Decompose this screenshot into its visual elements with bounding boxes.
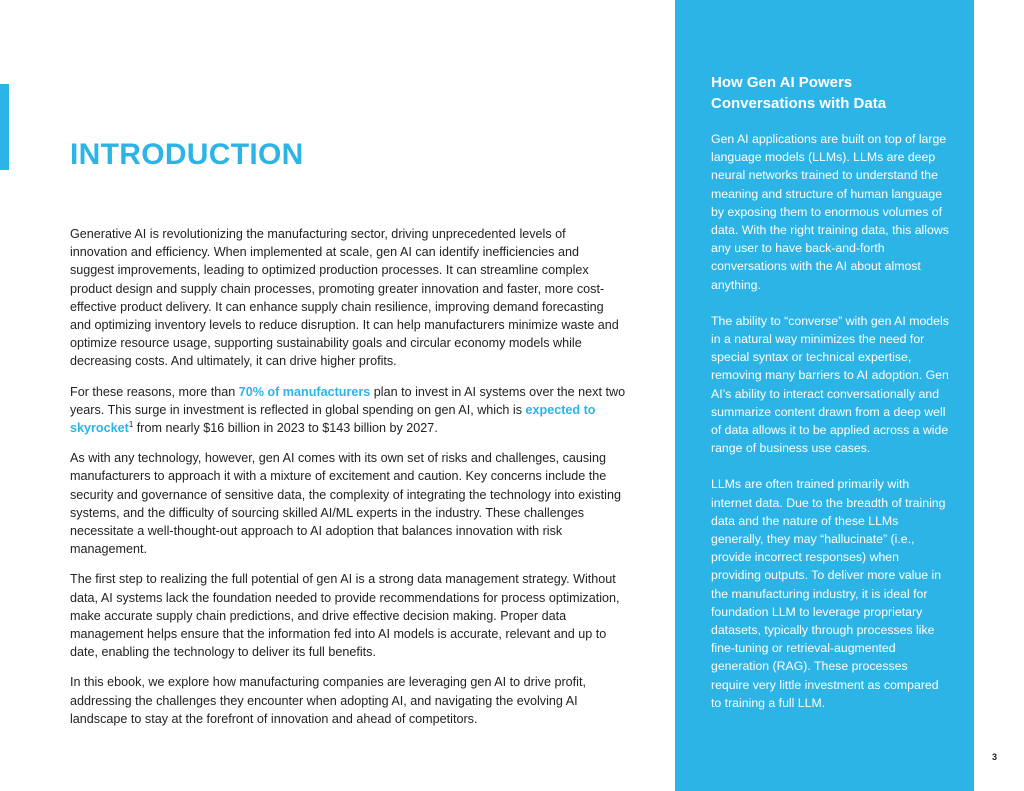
intro-paragraph-5: In this ebook, we explore how manufacturing companies are leveraging gen AI to drive profit, addressing the challenges they encounter when adopting AI, and navigating the evolving AI landscape to stay at the forefront of innovation and ahead of competitors. — [70, 675, 586, 726]
sidebar-content — [711, 72, 949, 730]
intro-paragraph-3: As with any technology, however, gen AI comes with its own set of risks and challenges, causing manufacturers to approach it with a mixture of excitement and caution. Key concerns include the security and governance of sensitive data, the complexity of integrating the technology into existing systems, and the difficulty of sourcing skilled AI/ML experts in the industry. These challenges necessitate a well-thought-out approach to AI adoption that balances innovation with risk management. — [70, 451, 621, 557]
page-title: INTRODUCTION — [70, 138, 304, 171]
footnote-marker: 1 — [128, 419, 134, 429]
accent-bar — [0, 84, 9, 170]
sidebar-panel — [675, 0, 974, 791]
manufacturers-stat-link[interactable]: 70% of manufacturers — [238, 384, 371, 399]
paragraph-2-text-middle: plan to invest in AI systems over the next two years. This surge in investment is reflected in global spending on gen AI, which is — [70, 384, 626, 417]
page-number: 3 — [991, 752, 997, 762]
intro-paragraph-1: Generative AI is revolutionizing the manufacturing sector, driving unprecedented levels of innovation and efficiency. When implemented at scale, gen AI can identify inefficiencies and suggest improvements, leading to optimized production processes. It can streamline complex product design and supply chain processes, promoting greater innovation and faster, more cost-effective product delivery. It can enhance supply chain resilience, improving demand forecasting and optimizing inventory levels to reduce disruption. It can help manufacturers minimize waste and optimize resource usage, supporting sustainability goals and circular economy models while decreasing costs. And ultimately, it can drive higher profits. — [70, 227, 619, 369]
intro-body — [70, 225, 626, 740]
intro-paragraph-2 — [70, 383, 626, 438]
paragraph-2-text-start: For these reasons, more than — [70, 384, 239, 399]
paragraph-2-text-end: from nearly $16 billion in 2023 to $143 billion by 2027. — [133, 421, 438, 436]
expected-to-skyrocket-link[interactable]: expected to skyrocket — [70, 402, 596, 436]
sidebar-title: How Gen AI Powers Conversations with Data — [711, 74, 887, 112]
intro-paragraph-4: The first step to realizing the full potential of gen AI is a strong data management strategy. Without data, AI systems lack the foundation needed to provide recommendations for process optimization, make accurate supply chain predictions, and drive effective decision making. Proper data management helps ensure that the information fed into AI models is accurate, relevant and up to date, enabling the technology to deliver its full benefits. — [70, 572, 620, 660]
sidebar-paragraph-2: The ability to “converse” with gen AI models in a natural way minimizes the need for special syntax or technical expertise, removing many barriers to AI adoption. Gen AI’s ability to interact conversationally and summarize content drawn from a deep well of data allows it to be applied across a wide range of business use cases. — [711, 313, 949, 456]
sidebar-paragraph-1: Gen AI applications are built on top of large language models (LLMs). LLMs are deep neural networks trained to understand the meaning and structure of human language by exposing them to enormous volumes of data. With the right training data, this allows any user to have back-and-forth conversations with the AI about almost anything. — [711, 132, 949, 292]
sidebar-paragraph-3: LLMs are often trained primarily with internet data. Due to the breadth of training data and the nature of these LLMs generally, they may “hallucinate” (i.e., provide incorrect responses) when providing outputs. To deliver more value in the manufacturing industry, it is ideal for foundation LLM to leverage proprietary datasets, typically through processes like fine-tuning or retrieval-augmented generation (RAG). These processes require very little investment as compared to training a full LLM. — [711, 477, 946, 710]
